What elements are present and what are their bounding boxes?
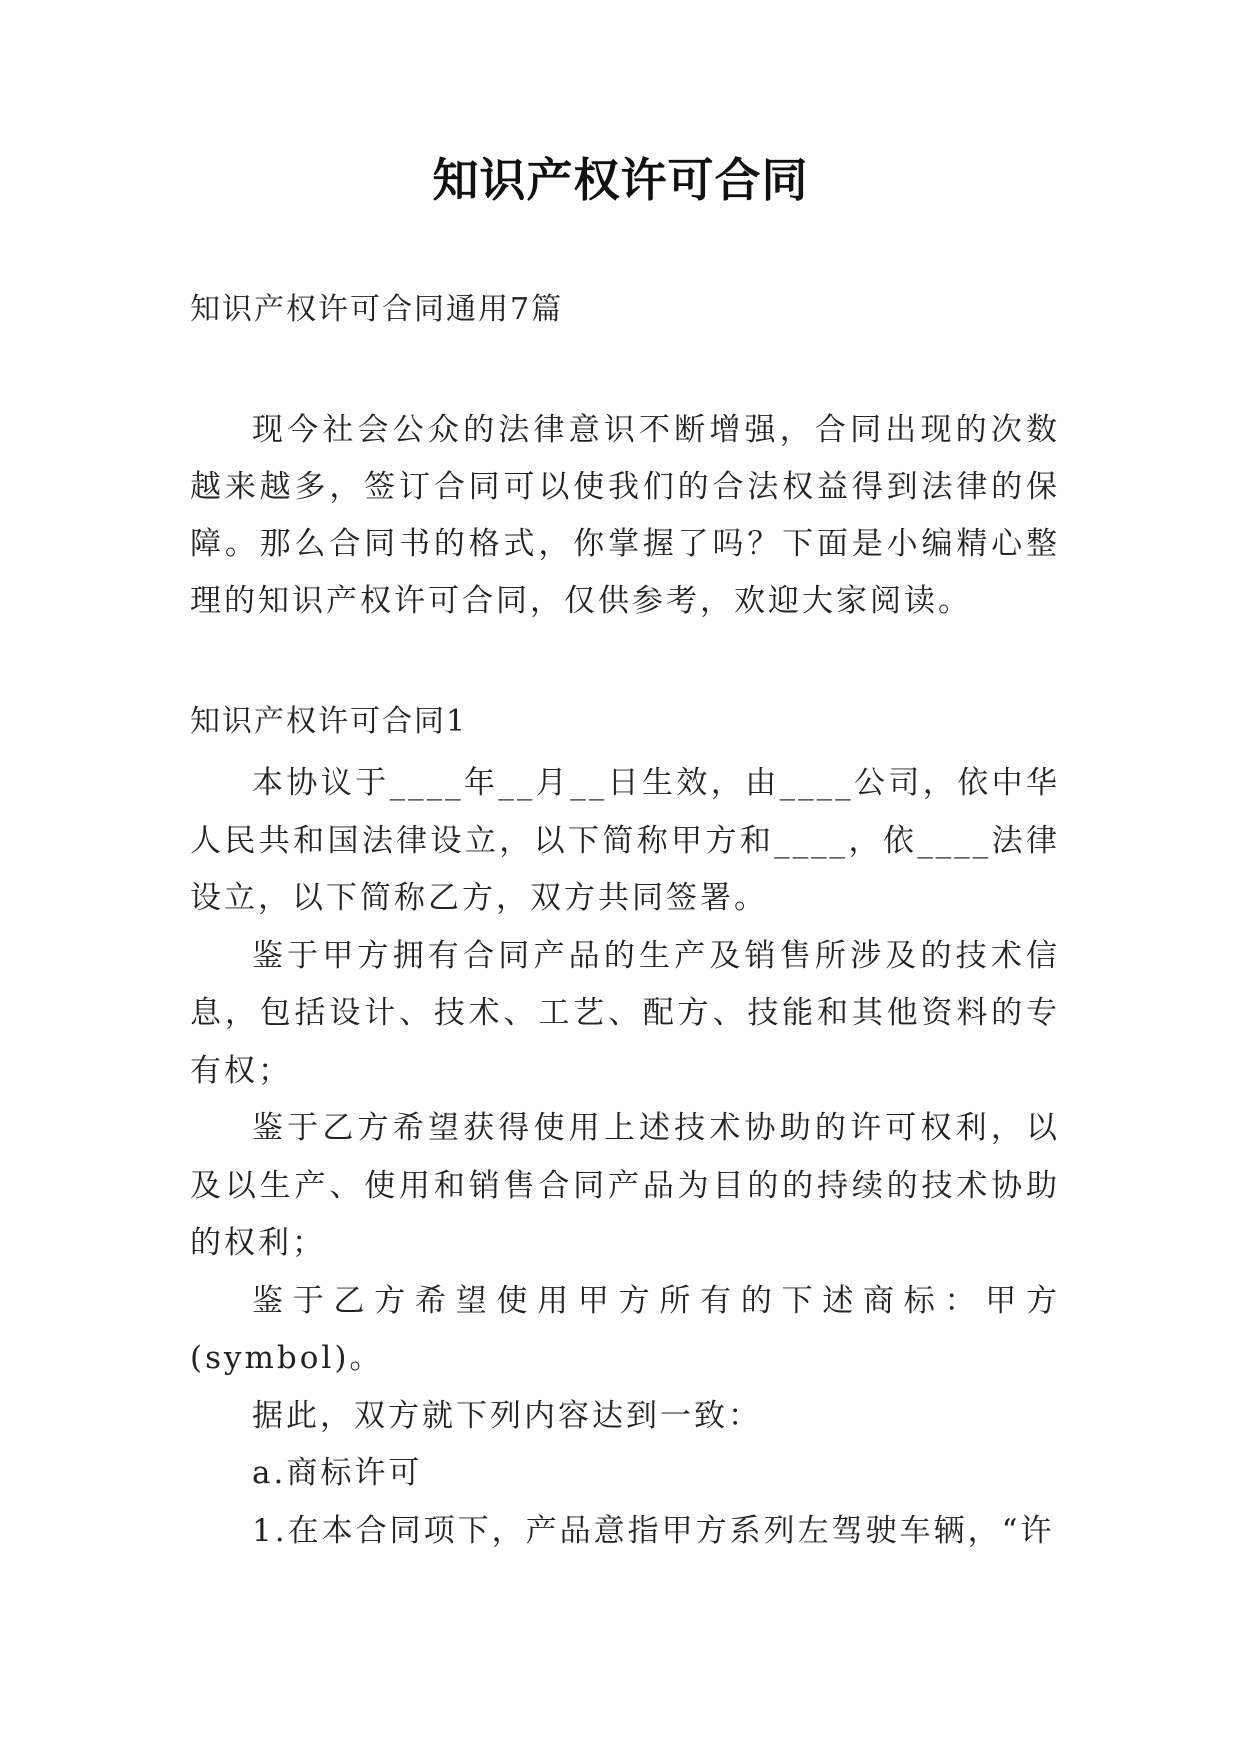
paragraph-whereas-trademark: 鉴于乙方希望使用甲方所有的下述商标：甲方(symbol)。 <box>190 1282 1060 1376</box>
clause-1: 1.在本合同项下，产品意指甲方系列左驾驶车辆，“许 <box>252 1512 1055 1549</box>
intro-section <box>190 402 1060 630</box>
document-title: 知识产权许可合同 <box>432 153 809 207</box>
clause-heading-trademark-license: a.商标许可 <box>252 1455 423 1491</box>
section-heading: 知识产权许可合同1 <box>190 704 468 739</box>
paragraph-effective-date: 本协议于____年__月__日生效，由____公司，依中华人民共和国法律设立，以下简称甲方和____，依____法律设立，以下简称乙方，双方共同签署。 <box>190 765 1060 916</box>
document-subtitle: 知识产权许可合同通用7篇 <box>190 292 564 327</box>
paragraph-whereas-party-b-license: 鉴于乙方希望获得使用上述技术协助的许可权利，以及以生产、使用和销售合同产品为目的的持续的技术协助的权利； <box>190 1110 1060 1261</box>
contract-body <box>190 755 1060 1560</box>
paragraph-whereas-party-a: 鉴于甲方拥有合同产品的生产及销售所涉及的技术信息，包括设计、技术、工艺、配方、技能和其他资料的专有权； <box>190 937 1060 1089</box>
intro-paragraph: 现今社会公众的法律意识不断增强，合同出现的次数越来越多，签订合同可以使我们的合法权益得到法律的保障。那么合同书的格式，你掌握了吗？下面是小编精心整理的知识产权许可合同，仅供参考，欢迎大家阅读。 <box>190 412 1060 619</box>
paragraph-agreement: 据此，双方就下列内容达到一致： <box>252 1397 762 1434</box>
